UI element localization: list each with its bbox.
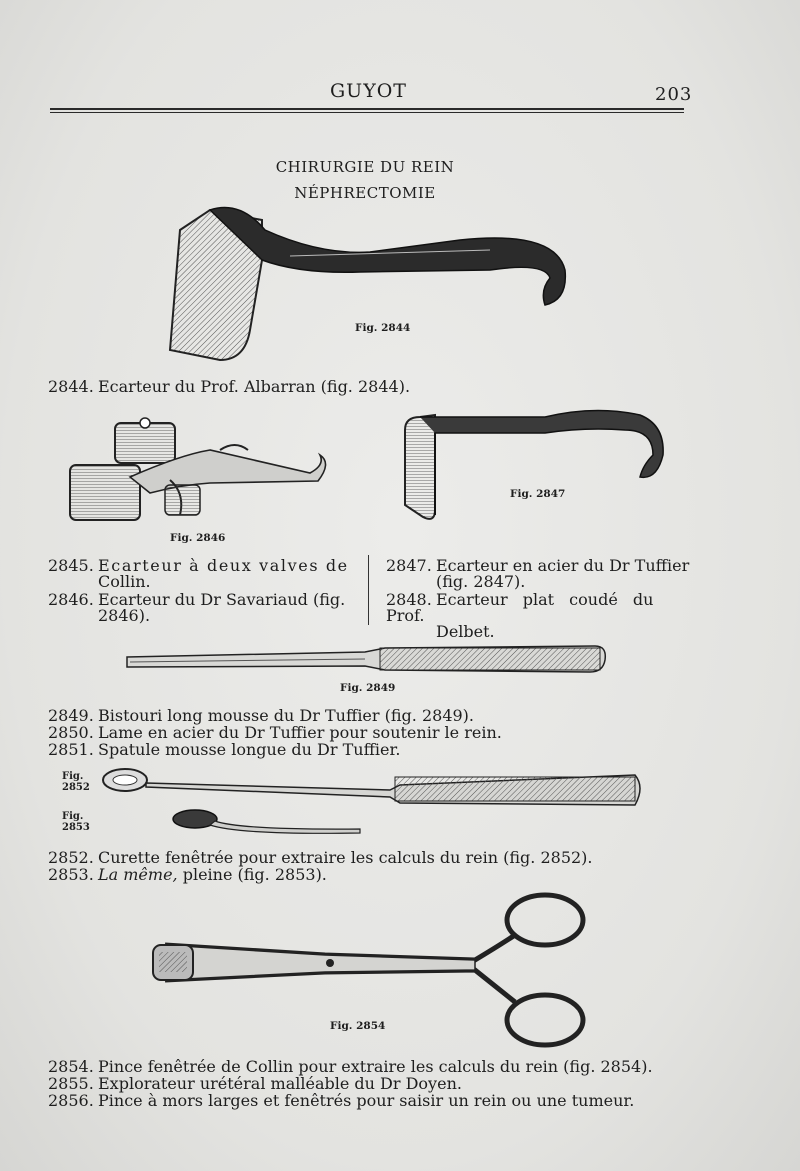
- entry-2845: [48, 558, 358, 590]
- entry-2851: [48, 741, 401, 758]
- entry-text: Pince à mors larges et fenêtrés pour saisir un rein ou une tumeur.: [98, 1091, 635, 1110]
- entry-text-line2: Delbet.: [436, 622, 495, 641]
- entry-number: 2850.: [48, 723, 94, 742]
- entry-text: Bistouri long mousse du Dr Tuffier (fig. 2849).: [98, 706, 475, 725]
- entry-text-line1: Ecarteur du Dr Savariaud (fig.: [98, 590, 346, 609]
- entry-number: 2846.: [48, 590, 94, 609]
- section-title: CHIRURGIE DU REIN: [275, 158, 455, 176]
- figure-caption-2849: Fig. 2849: [340, 682, 396, 694]
- header-rule-thick: [50, 108, 684, 110]
- figure-caption-2846: Fig. 2846: [170, 532, 226, 544]
- entry-text: Spatule mousse longue du Dr Tuffier.: [98, 740, 401, 759]
- curette-fenestrated-illustration: [100, 765, 660, 810]
- entry-number: 2852.: [48, 848, 94, 867]
- entry-text-line1: Ecarteur plat coudé du Prof.: [386, 590, 654, 625]
- entry-2852: [48, 849, 593, 866]
- entry-number: 2854.: [48, 1057, 94, 1076]
- entry-number: 2849.: [48, 706, 94, 725]
- running-title: GUYOT: [330, 80, 407, 102]
- entry-text: Pince fenêtrée de Collin pour extraire les calculs du rein (fig. 2854).: [98, 1057, 653, 1076]
- entry-2853: [48, 866, 327, 883]
- entry-number: 2853.: [48, 865, 94, 884]
- header-rule-thin: [50, 112, 684, 113]
- entry-2855: [48, 1075, 462, 1092]
- retractor-albarran-illustration: [160, 200, 580, 370]
- entry-text-line2: (fig. 2847).: [436, 572, 526, 591]
- figure-caption-2847: Fig. 2847: [510, 488, 566, 500]
- entry-2848: [386, 592, 706, 640]
- entry-text: Curette fenêtrée pour extraire les calculs du rein (fig. 2852).: [98, 848, 593, 867]
- entry-text: Explorateur urétéral malléable du Dr Doyen.: [98, 1074, 462, 1093]
- figure-caption-2854: Fig. 2854: [330, 1020, 386, 1032]
- entry-text-line1: Ecarteur à deux valves de: [98, 556, 349, 575]
- column-divider: [368, 555, 369, 625]
- entry-2847: [386, 558, 706, 590]
- entry-text-line1: Ecarteur en acier du Dr Tuffier: [436, 556, 690, 575]
- scalpel-tuffier-illustration: [125, 640, 615, 680]
- entry-2844: [48, 378, 410, 395]
- entry-text: Ecarteur du Prof. Albarran (fig. 2844).: [98, 377, 411, 396]
- curette-solid-illustration: [170, 805, 370, 835]
- entry-number: 2847.: [386, 556, 432, 575]
- figure-caption-2844: Fig. 2844: [355, 322, 411, 334]
- entry-text: pleine (fig. 2853).: [177, 865, 327, 884]
- entry-number: 2844.: [48, 377, 94, 396]
- page-number: 203: [655, 84, 693, 105]
- entry-number: 2848.: [386, 590, 432, 609]
- entry-2850: [48, 724, 502, 741]
- retractor-savariaud-illustration: [70, 415, 330, 525]
- entry-2849: [48, 707, 474, 724]
- entry-2846: [48, 592, 358, 624]
- entry-text-line2: Collin.: [98, 572, 151, 591]
- figure-label-2852: [62, 771, 90, 793]
- entry-text-italic: La même,: [98, 865, 178, 884]
- entry-number: 2856.: [48, 1091, 94, 1110]
- entry-text-line2: 2846).: [98, 606, 151, 625]
- entry-2856: [48, 1092, 634, 1109]
- fig-label-prefix: Fig.: [62, 811, 84, 822]
- fig-label-number: 2852: [62, 782, 90, 793]
- fig-label-number: 2853: [62, 822, 90, 833]
- fig-label-prefix: Fig.: [62, 771, 84, 782]
- entry-number: 2855.: [48, 1074, 94, 1093]
- entry-text: Lame en acier du Dr Tuffier pour soutenir le rein.: [98, 723, 502, 742]
- entry-number: 2851.: [48, 740, 94, 759]
- retractor-tuffier-illustration: [395, 405, 685, 525]
- entry-2854: [48, 1058, 653, 1075]
- entry-number: 2845.: [48, 556, 94, 575]
- figure-label-2853: [62, 811, 90, 833]
- section-subtitle: NÉPHRECTOMIE: [294, 184, 436, 202]
